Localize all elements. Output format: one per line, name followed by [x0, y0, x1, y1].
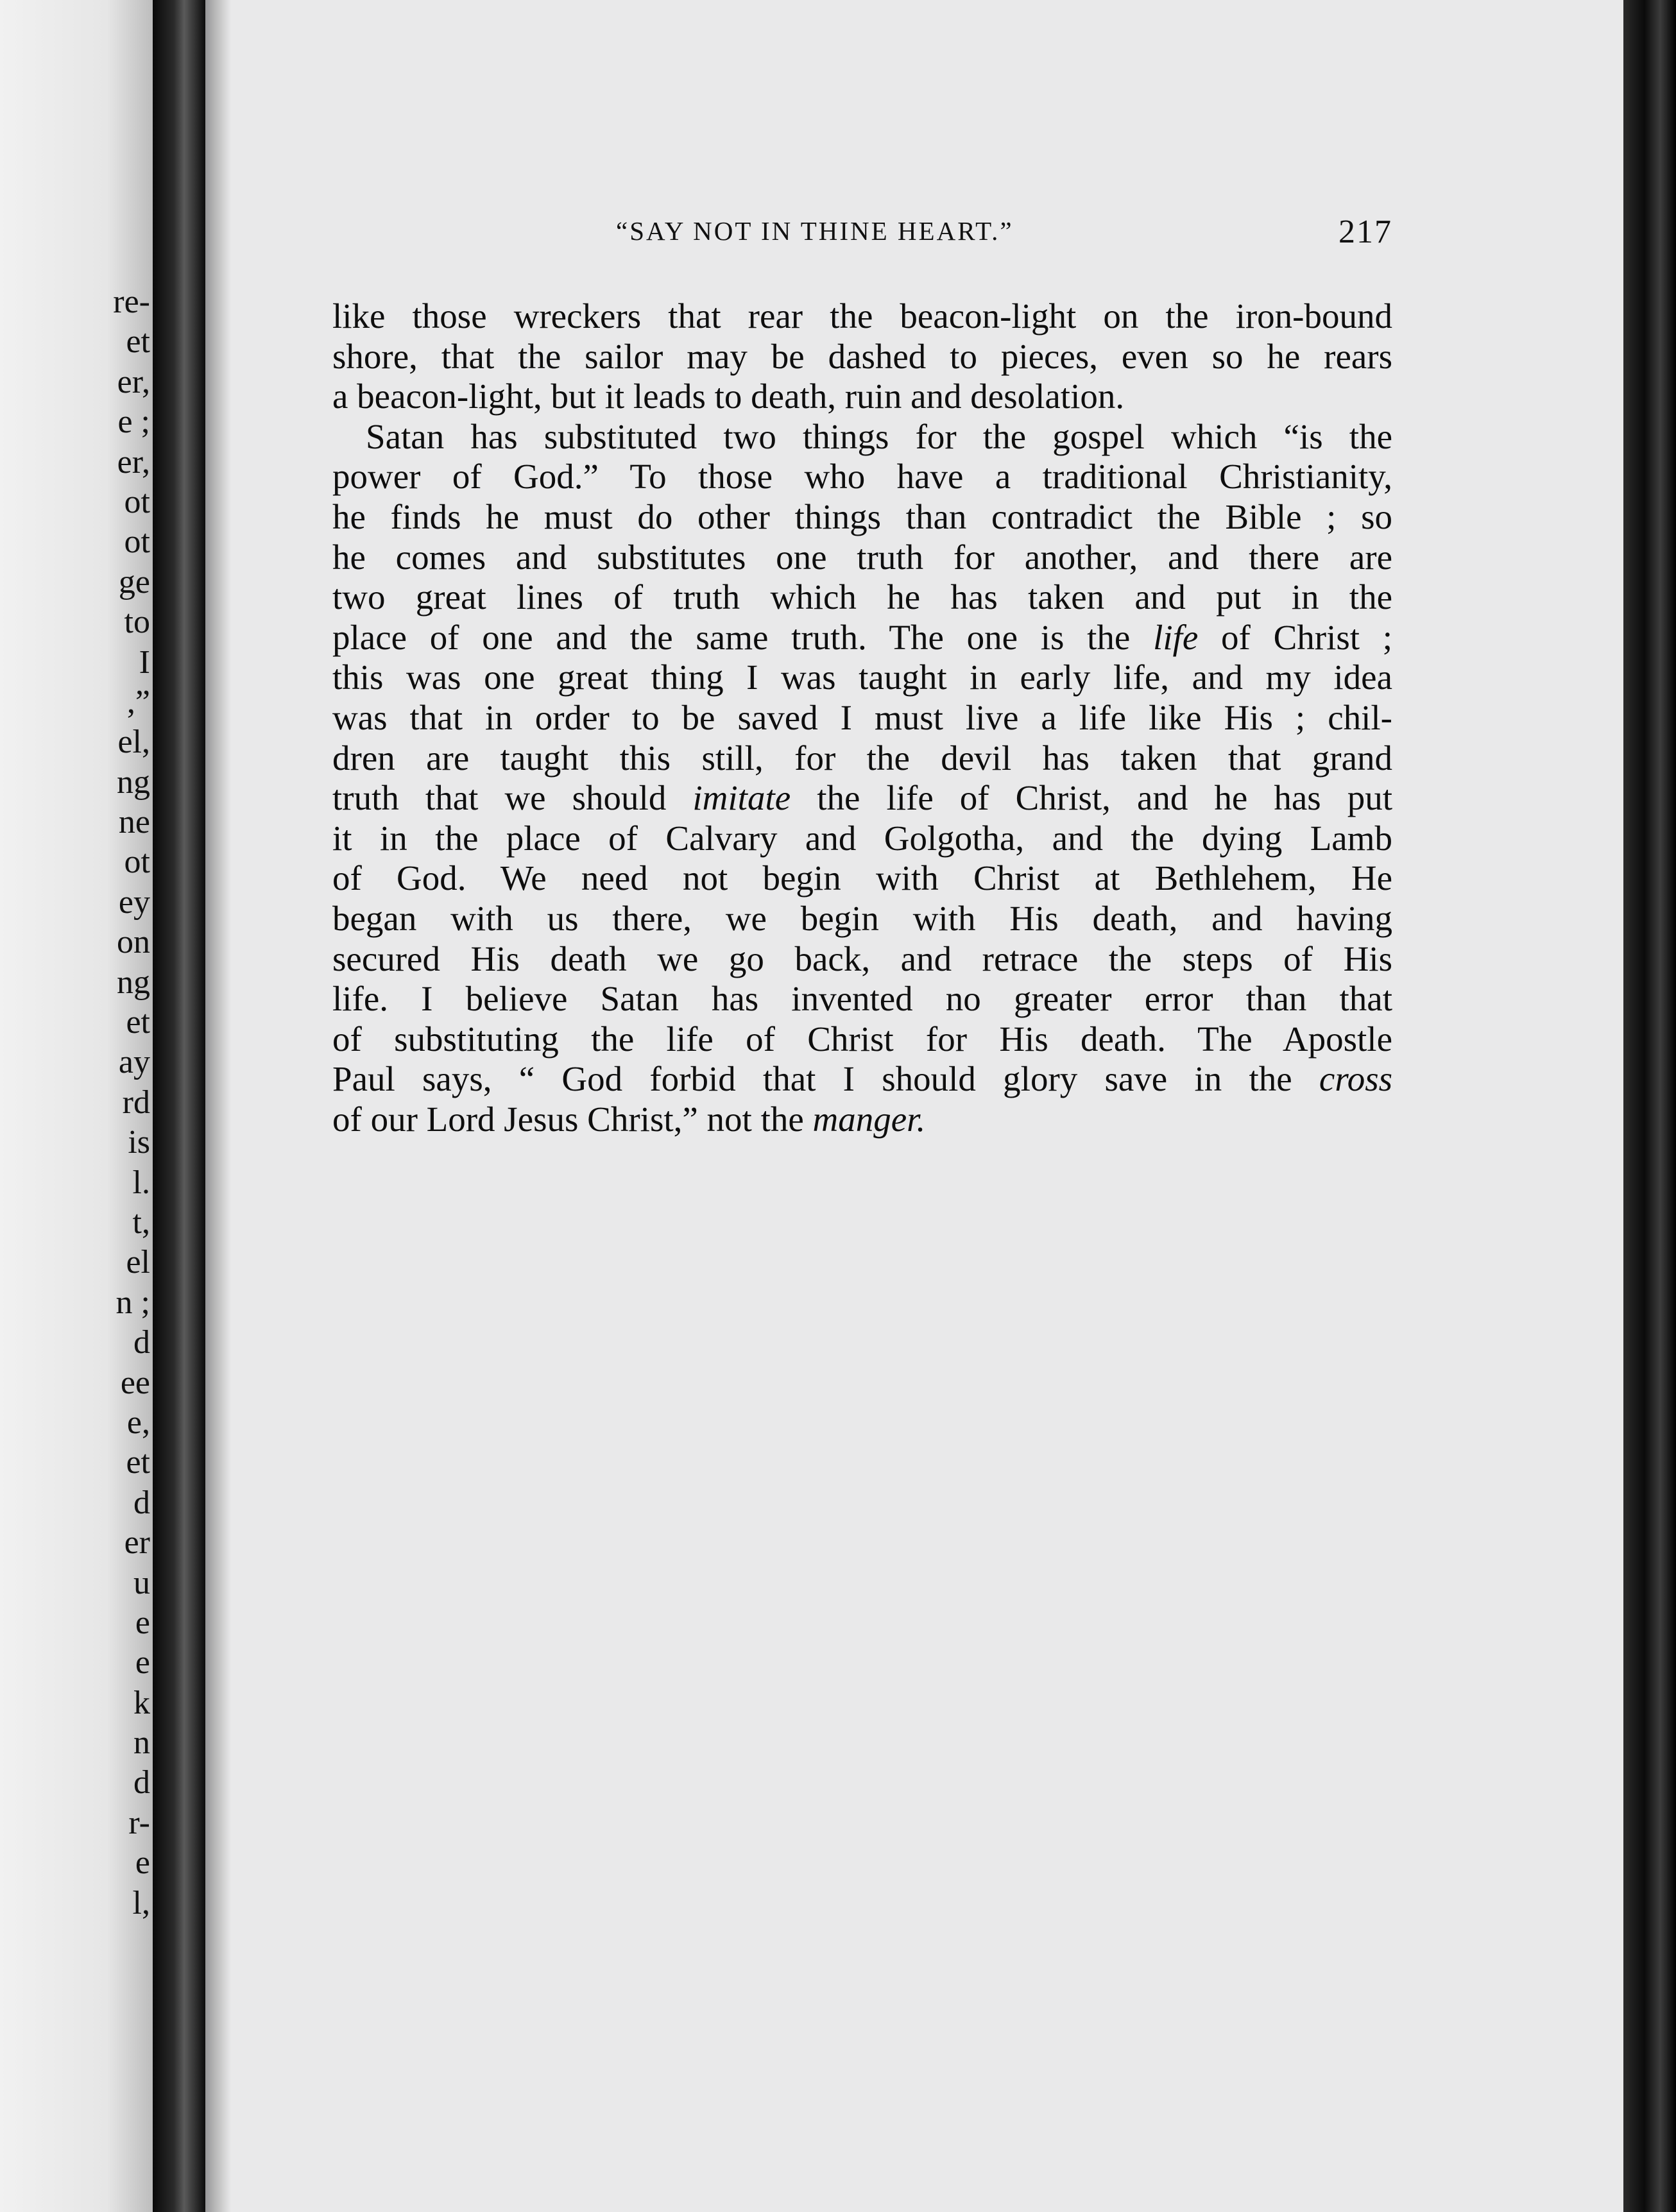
left-page-fragment [0, 0, 153, 2212]
text-segment: of our Lord Jesus Christ,” not the [332, 1099, 804, 1139]
text-line: it in the place of Calvary and Golgotha, and the dying Lamb [332, 818, 1392, 858]
page-number: 217 [1338, 214, 1392, 250]
book-gutter [153, 0, 205, 2212]
left-page-fragment-text: l, [132, 1884, 150, 1921]
page-header [616, 216, 1392, 260]
left-page-fragment-text: ey [118, 883, 150, 921]
left-page-fragment-text: e ; [117, 404, 150, 441]
text-line: this was one great thing I was taught in early life, and my idea [332, 658, 1392, 697]
text-line: like those wreckers that rear the beacon-light on the iron-bound [332, 296, 1392, 336]
left-page-fragment-text: et [126, 323, 150, 361]
left-page-fragment-text: on [117, 924, 150, 961]
text-line [332, 1100, 1392, 1140]
left-page-fragment-text: el, [117, 724, 150, 761]
text-segment: Paul says, “ God forbid that I should glory save in the [332, 1059, 1292, 1099]
left-page-fragment-text: ng [117, 964, 150, 1001]
left-page-fragment-text: l. [132, 1164, 150, 1201]
left-page-fragment-text: u [133, 1564, 150, 1601]
page-edge [1623, 0, 1676, 2212]
text-line: two great lines of truth which he has taken and put in the [332, 577, 1392, 617]
text-line: life. I believe Satan has invented no greater error than that [332, 979, 1392, 1019]
left-page-fragment-text: d [133, 1764, 150, 1801]
left-page-fragment-text: r- [128, 1804, 150, 1841]
left-page-fragment-text: er, [117, 363, 150, 400]
left-page-fragment-text: ng [117, 763, 150, 801]
italic-word: imitate [692, 778, 791, 818]
text-line: of God. We need not begin with Christ at Bethlehem, He [332, 858, 1392, 898]
text-line: power of God.” To those who have a traditional Christianity, [332, 457, 1392, 497]
left-page-fragment-text: ,” [126, 683, 150, 720]
left-page-fragment-text: e [135, 1604, 150, 1641]
text-segment: the life of Christ, and he has put [817, 778, 1393, 818]
left-page-fragment-text: n ; [115, 1284, 150, 1321]
text-line: of substituting the life of Christ for His death. The Apostle [332, 1019, 1392, 1059]
text-segment: place of one and the same truth. The one is the [332, 617, 1131, 657]
text-segment: of Christ ; [1221, 617, 1393, 657]
italic-word: manger. [812, 1099, 926, 1139]
text-line: secured His death we go back, and retrace the steps of His [332, 939, 1392, 978]
left-page-fragment-text: n [133, 1724, 150, 1762]
left-page-fragment-text: rd [122, 1084, 150, 1121]
left-page-fragment-text: er, [117, 443, 150, 481]
text-line: shore, that the sailor may be dashed to pieces, even so he rears [332, 336, 1392, 376]
text-line [332, 1059, 1392, 1100]
left-page-fragment-text: el [126, 1244, 150, 1281]
left-page-fragment-text: e, [126, 1404, 150, 1441]
left-page-fragment-text: I [139, 643, 150, 681]
text-line: was that in order to be saved I must live a life like His ; chil- [332, 697, 1392, 737]
text-line: he comes and substitutes one truth for another, and there are [332, 537, 1392, 577]
left-page-fragment-text: et [126, 1444, 150, 1481]
left-page-fragment-text: is [128, 1124, 150, 1161]
text-line [332, 618, 1392, 658]
left-page-fragment-text: et [126, 1004, 150, 1041]
left-page-fragment-text: e [135, 1644, 150, 1681]
running-title: “SAY NOT IN THINE HEART.” [616, 216, 1014, 246]
left-page-fragment-text: e [135, 1844, 150, 1882]
gutter-shadow [205, 0, 231, 2212]
left-page-line-endings [73, 282, 150, 1923]
text-line: a beacon-light, but it leads to death, ruin and desolation. [332, 377, 1125, 416]
text-line: he finds he must do other things than contradict the Bible ; so [332, 497, 1392, 536]
italic-word: cross [1319, 1059, 1393, 1099]
left-page-fragment-text: ee [120, 1364, 150, 1401]
left-page-fragment-text: d [133, 1484, 150, 1521]
left-page-fragment-text: ge [118, 563, 150, 600]
text-segment: truth that we should [332, 778, 667, 818]
text-line: dren are taught this still, for the devil has taken that grand [332, 738, 1392, 778]
left-page-fragment-text: k [133, 1684, 150, 1721]
left-page-fragment-text: ot [124, 844, 150, 881]
left-page-fragment-text: ay [118, 1044, 150, 1081]
left-page-fragment-text: ot [124, 483, 150, 520]
text-line: Satan has substituted two things for the gospel which “is the [366, 416, 1392, 456]
left-page-fragment-text: ot [124, 523, 150, 561]
left-page-fragment-text: d [133, 1324, 150, 1361]
body-text [332, 296, 1392, 1139]
left-page-fragment-text: er [124, 1524, 150, 1561]
italic-word: life [1153, 617, 1199, 657]
text-line [332, 778, 1392, 819]
left-page-fragment-text: re- [113, 284, 150, 320]
left-page-fragment-text: t, [132, 1204, 150, 1241]
left-page-fragment-text: to [124, 604, 150, 641]
text-line: began with us there, we begin with His death, and having [332, 898, 1392, 938]
left-page-fragment-text: ne [118, 804, 150, 841]
